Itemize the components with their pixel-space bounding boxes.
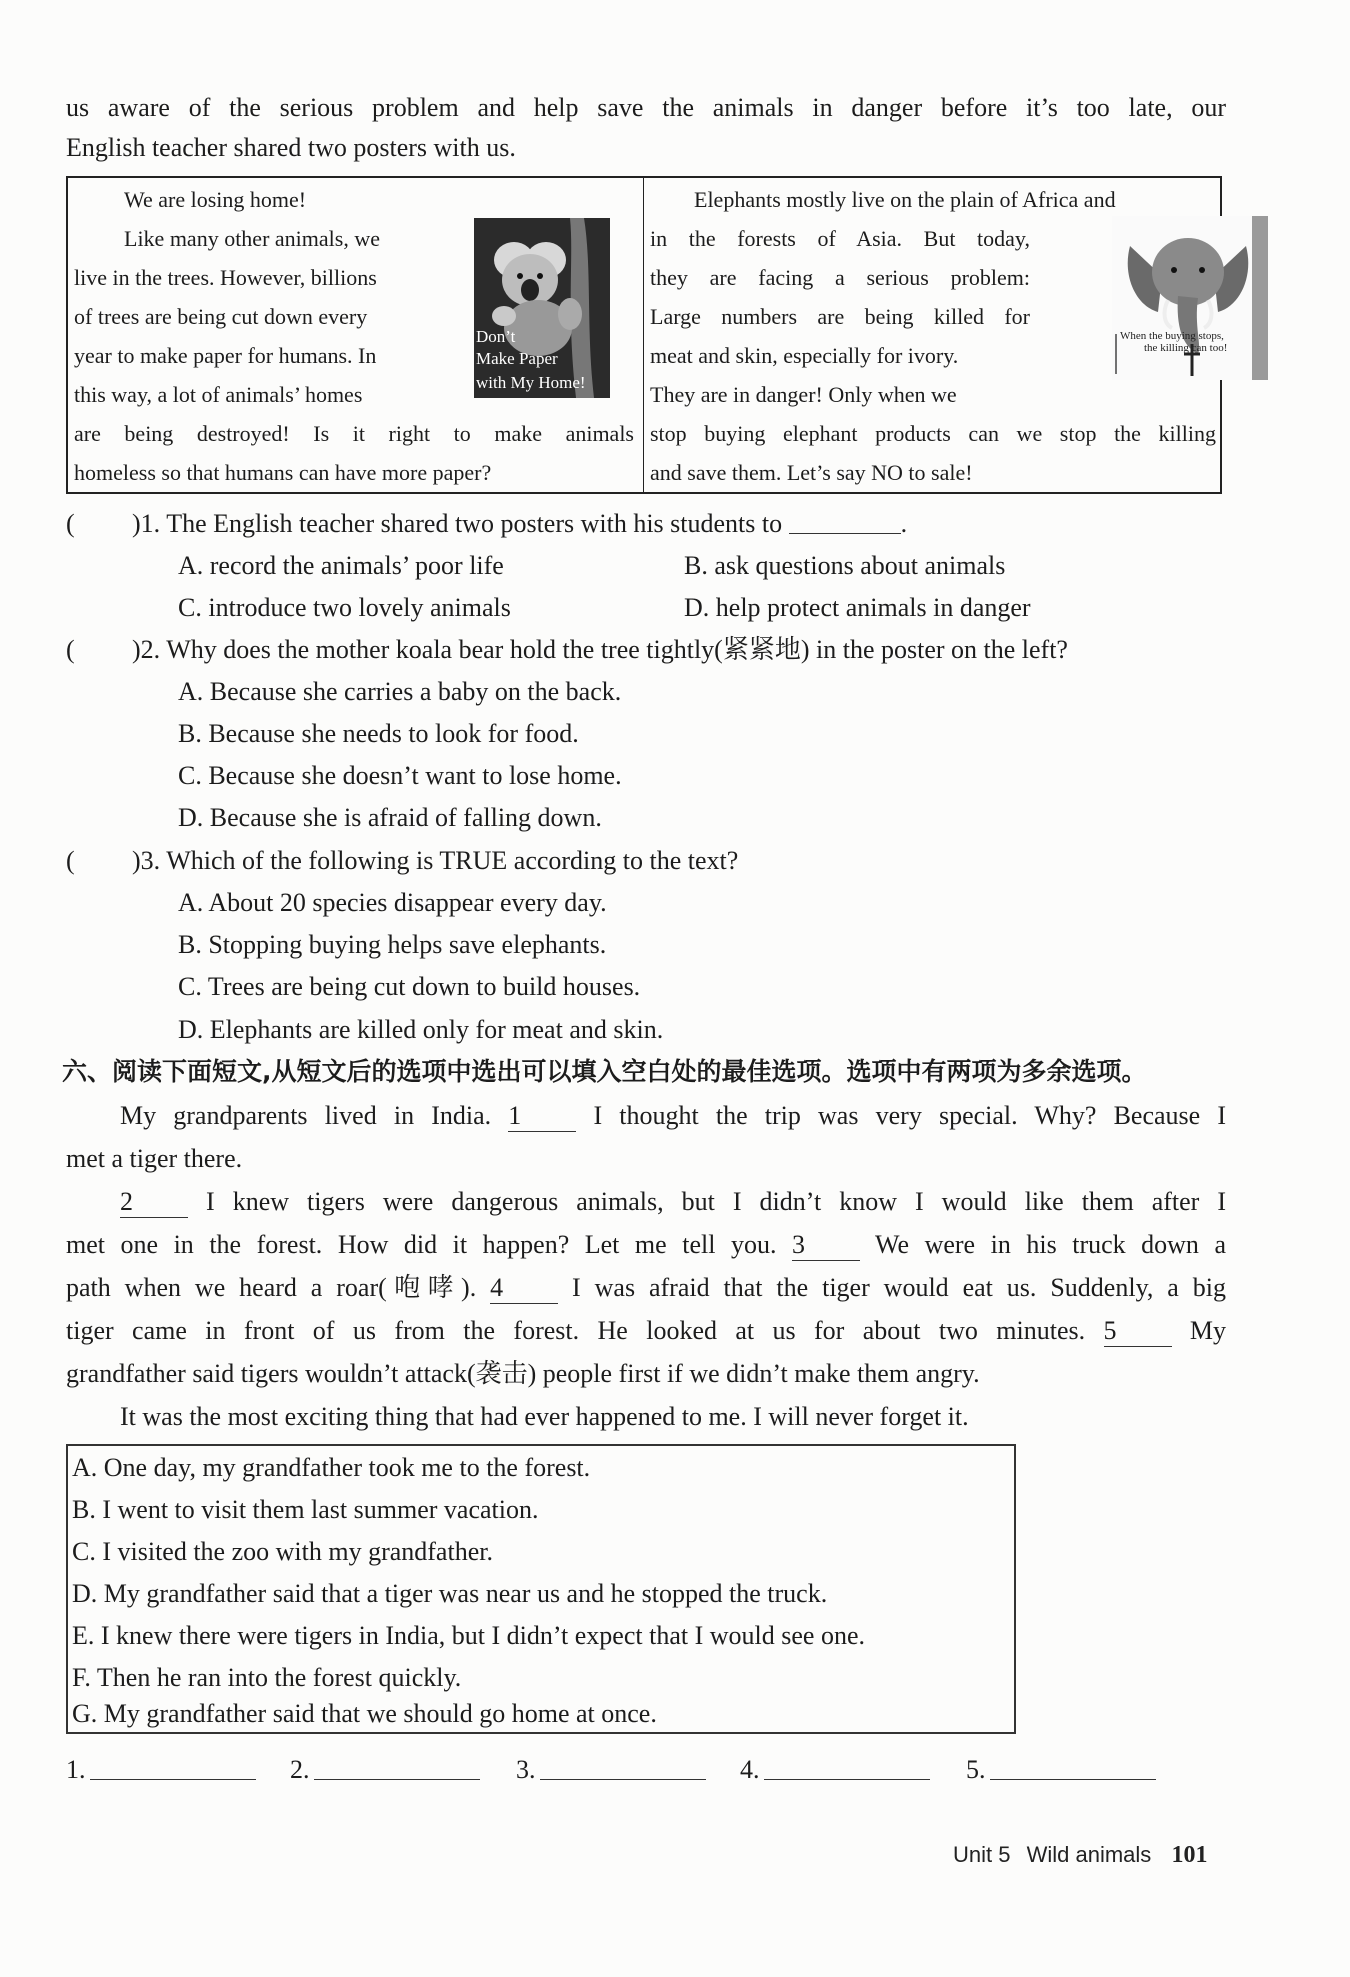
question-1-option-d: D. help protect animals in danger [684,593,1031,622]
passage-line: path when we heard a roar(咆哮). 4 I was afraid that the tiger would eat us. Suddenly, a big [66,1273,1226,1302]
question-3-option-b: B. Stopping buying helps save elephants. [178,930,607,959]
poster-left-line: Like many other animals, we [124,226,380,251]
answer-2: 2. [290,1752,480,1788]
question-2-option-c: C. Because she doesn’t want to lose home. [178,761,622,790]
option-b: B. I went to visit them last summer vacation. [72,1495,539,1524]
option-d: D. My grandfather said that a tiger was near us and he stopped the truck. [72,1579,828,1608]
passage-line: met one in the forest. How did it happen? Let me tell you. 3 We were in his truck down a [66,1230,1226,1259]
option-e: E. I knew there were tigers in India, but I didn’t expect that I would see one. [72,1621,865,1650]
question-2-stem: )2. Why does the mother koala bear hold the tree tightly(紧紧地) in the poster on the left? [132,635,1068,664]
elephant-caption: When the buying stops, [1120,330,1224,342]
page-number: 101 [1171,1842,1208,1868]
option-g: G. My grandfather said that we should go home at once. [72,1699,657,1728]
poster-right-line: They are in danger! Only when we [650,382,957,407]
answer-3: 3. [516,1752,706,1788]
footer-unit: Unit 5 [953,1842,1011,1867]
poster-right-line: Large numbers are being killed for [650,304,1030,329]
question-3-option-d: D. Elephants are killed only for meat and skin. [178,1015,664,1044]
poster-left-line: are being destroyed! Is it right to make animals [74,421,634,446]
section-6-title: 六、阅读下面短文,从短文后的选项中选出可以填入空白处的最佳选项。选项中有两项为多余选项。 [62,1057,1147,1086]
answer-bracket: ( [66,509,75,538]
koala-image-text: Don’t [476,327,516,346]
answer-bracket: ( [66,635,75,664]
options-box [66,1444,1016,1734]
answer-4-blank[interactable] [764,1753,930,1780]
question-1-blank[interactable] [789,509,901,534]
option-a: A. One day, my grandfather took me to the forest. [72,1453,591,1482]
footer-title: Wild animals [1026,1842,1152,1867]
answer-3-blank[interactable] [540,1753,706,1780]
question-1-option-b: B. ask questions about animals [684,551,1006,580]
poster-right-line: and save them. Let’s say NO to sale! [650,460,973,485]
option-f: F. Then he ran into the forest quickly. [72,1663,462,1692]
question-2-option-b: B. Because she needs to look for food. [178,719,579,748]
question-1-stem: )1. The English teacher shared two posters with his students to . [132,509,908,538]
poster-right-line: Elephants mostly live on the plain of Africa and [694,187,1116,212]
passage-line: met a tiger there. [66,1144,243,1173]
elephant-icon [1112,216,1268,380]
blank-1[interactable]: 1 [508,1101,576,1132]
posters-box [66,176,1228,494]
blank-2[interactable]: 2 [120,1187,188,1218]
poster-left-heading: We are losing home! [124,187,307,212]
answer-1: 1. [66,1752,256,1788]
question-1-option-a: A. record the animals’ poor life [178,551,504,580]
poster-right-line: meat and skin, especially for ivory. [650,343,959,368]
elephant-poster-image [1112,216,1268,380]
poster-left-line: homeless so that humans can have more paper? [74,460,492,485]
koala-image-text: with My Home! [476,373,586,392]
blank-3[interactable]: 3 [792,1230,860,1261]
poster-right-line: they are facing a serious problem: [650,265,1030,290]
option-c: C. I visited the zoo with my grandfather. [72,1537,493,1566]
answer-5: 5. [966,1752,1156,1788]
question-3-stem: )3. Which of the following is TRUE according to the text? [132,846,739,875]
answer-1-blank[interactable] [90,1753,256,1780]
answer-bracket: ( [66,846,75,875]
intro-line-2: English teacher shared two posters with us. [66,133,516,162]
answer-4: 4. [740,1752,930,1788]
poster-left-line: this way, a lot of animals’ homes [74,382,363,407]
poster-left-line: live in the trees. However, billions [74,265,377,290]
answer-5-blank[interactable] [990,1753,1156,1780]
blank-5[interactable]: 5 [1104,1316,1172,1347]
question-2-option-a: A. Because she carries a baby on the back. [178,677,622,706]
koala-poster-image [474,218,610,398]
poster-left [68,178,644,492]
blank-4[interactable]: 4 [490,1273,558,1304]
poster-right-line: stop buying elephant products can we stop the killing [650,421,1216,446]
koala-icon [474,218,610,398]
page-footer [953,1840,1207,1870]
poster-left-line: year to make paper for humans. In [74,343,377,368]
poster-right [644,178,1228,492]
passage-line: It was the most exciting thing that had ever happened to me. I will never forget it. [120,1402,969,1431]
passage-line: My grandparents lived in India. 1 I thought the trip was very special. Why? Because I [120,1101,1227,1130]
question-2-option-d: D. Because she is afraid of falling down. [178,803,602,832]
passage-line: grandfather said tigers wouldn’t attack(袭击) people first if we didn’t make them angry. [66,1359,980,1388]
question-3-option-a: A. About 20 species disappear every day. [178,888,607,917]
question-1-option-c: C. introduce two lovely animals [178,593,511,622]
passage-line: tiger came in front of us from the forest. He looked at us for about two minutes. 5 My [66,1316,1227,1345]
poster-right-line: in the forests of Asia. But today, [650,226,1030,251]
passage-line: 2 I knew tigers were dangerous animals, but I didn’t know I would like them after I [120,1187,1227,1216]
poster-left-line: of trees are being cut down every [74,304,368,329]
koala-image-text: Make Paper [476,349,558,368]
intro-line-1: us aware of the serious problem and help save the animals in danger before it’s too late, our [66,93,1226,122]
elephant-caption: the killing can too! [1144,342,1228,354]
question-3-option-c: C. Trees are being cut down to build houses. [178,972,641,1001]
answer-2-blank[interactable] [314,1753,480,1780]
